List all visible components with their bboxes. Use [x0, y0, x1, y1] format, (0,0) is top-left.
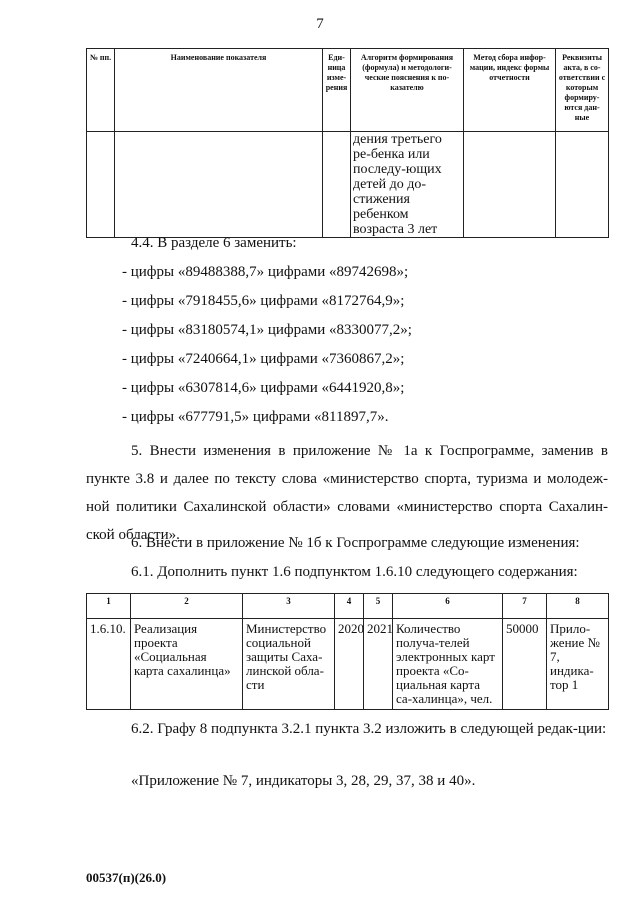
header-cell: Метод сбора инфор-мации, индекс формы отчетности — [464, 49, 556, 132]
paragraph-6-2: 6.2. Графу 8 подпункта 3.2.1 пункта 3.2 изложить в следующей редак-ции: — [131, 721, 607, 737]
header-cell: Алгоритм формирования (формула) и методологи-ческие пояснения к по-казателю — [351, 49, 464, 132]
header-cell: 4 — [335, 594, 364, 619]
table-cell: Реализация проекта «Социальная карта сахалинца» — [131, 619, 243, 710]
paragraph-5: 5. Внести изменения в приложение № 1а к Госпрограмме, заменив в пункте 3.8 и далее по тексту слова «министерство спорта, туризма и молодеж-ной политики Сахалинской области» словами «министерство спорта Сахалин-ской области». — [86, 443, 608, 543]
paragraph-4-4: 4.4. В разделе 6 заменить: — [131, 235, 297, 251]
table-cell: дения третьего ре-бенка или последу-ющих детей до до-стижения ребенком возраста 3 лет — [351, 132, 464, 238]
header-cell: Наименование показателя — [115, 49, 323, 132]
paragraph-6-1: 6.1. Дополнить пункт 1.6 подпунктом 1.6.10 следующего содержания: — [131, 564, 578, 580]
header-cell: 1 — [87, 594, 131, 619]
table-cell: Количество получа-телей электронных карт проекта «Со-циальная карта са-халинца», чел. — [393, 619, 503, 710]
page-number: 7 — [316, 16, 324, 32]
header-cell: № пп. — [87, 49, 115, 132]
table-cell — [87, 132, 115, 238]
table-cell: 2021 — [364, 619, 393, 710]
table-cell: 1.6.10. — [87, 619, 131, 710]
subitem-table — [86, 593, 609, 710]
table-header-row — [87, 594, 609, 619]
header-cell: 8 — [547, 594, 609, 619]
table-row — [87, 132, 609, 238]
list-item: - цифры «83180574,1» цифрами «8330077,2»; — [122, 322, 412, 338]
list-item: - цифры «7240664,1» цифрами «7360867,2»; — [122, 351, 405, 367]
header-cell: 3 — [243, 594, 335, 619]
table-cell: Прило-жение № 7, индика-тор 1 — [547, 619, 609, 710]
quote-text: «Приложение № 7, индикаторы 3, 28, 29, 37, 38 и 40». — [131, 773, 476, 789]
list-item: - цифры «677791,5» цифрами «811897,7». — [122, 409, 389, 425]
table-cell — [464, 132, 556, 238]
list-item: - цифры «6307814,6» цифрами «6441920,8»; — [122, 380, 405, 396]
header-cell: Реквизиты акта, в со-ответствии с которым формиру-ются дан-ные — [556, 49, 609, 132]
list-item: - цифры «7918455,6» цифрами «8172764,9»; — [122, 293, 405, 309]
table-cell — [115, 132, 323, 238]
document-code: 00537(п)(26.0) — [86, 870, 167, 885]
table-cell — [323, 132, 351, 238]
header-cell: Еди-ница изме-рения — [323, 49, 351, 132]
header-cell: 7 — [503, 594, 547, 619]
header-cell: 6 — [393, 594, 503, 619]
indicators-table — [86, 48, 609, 238]
table-row — [87, 619, 609, 710]
header-cell: 5 — [364, 594, 393, 619]
paragraph-6: 6. Внести в приложение № 1б к Госпрограмме следующие изменения: — [131, 535, 580, 551]
header-cell: 2 — [131, 594, 243, 619]
table-cell: 2020 — [335, 619, 364, 710]
table-header-row — [87, 49, 609, 132]
list-item: - цифры «89488388,7» цифрами «89742698»; — [122, 264, 409, 280]
table-cell — [556, 132, 609, 238]
table-cell: Министерство социальной защиты Саха-линской обла-сти — [243, 619, 335, 710]
table-cell: 50000 — [503, 619, 547, 710]
